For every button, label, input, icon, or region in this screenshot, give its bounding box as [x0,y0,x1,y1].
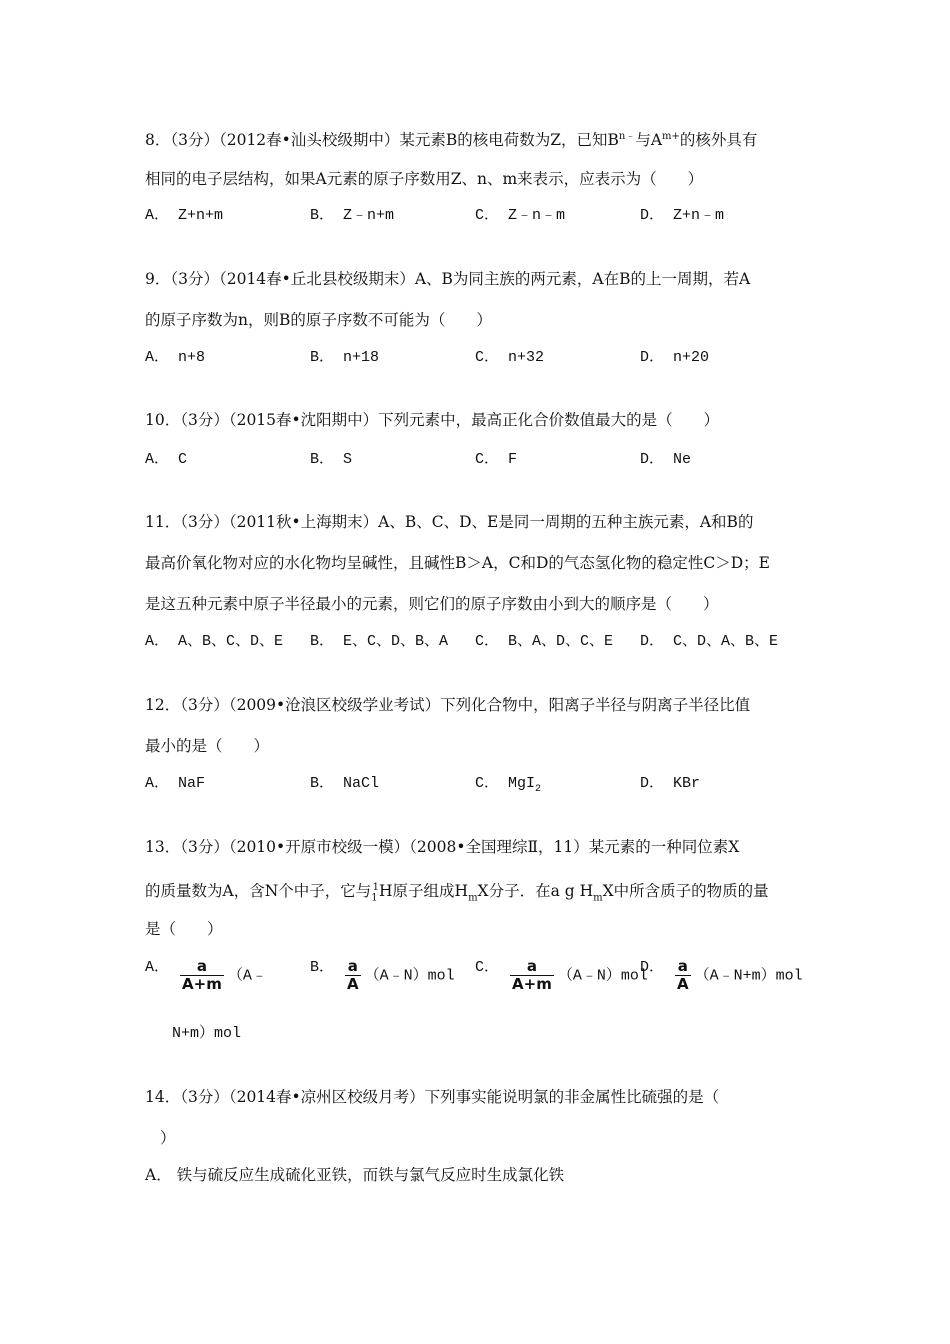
q14-stem-line2: ） [160,1129,176,1147]
q8-stem-line1: 8．（3分）（2012春•汕头校级期中）某元素B的核电荷数为Z，已知$B^{n﹣}$与$A^{m+}$的核外具有 [145,131,758,150]
q12-stem-line1: 12．（3分）（2009•沧浪区校级学业考试）下列化合物中，阳离子半径与阴离子半径比值 [145,696,751,714]
q13-option-a-continuation: N+m）mol [172,1025,242,1042]
q11-stem-line2: 最高价氧化物对应的水化物均呈碱性，且碱性B＞A，C和D的气态氢化物的稳定性C＞D；E [145,554,770,572]
q12-option-d[interactable]: D． KBr [640,775,701,792]
q13-option-b[interactable]: B． $\frac{a}{A}$ （A﹣N）mol [310,957,455,993]
q9-option-d[interactable]: D． n+20 [640,349,710,366]
q10-option-d[interactable]: D． Ne [640,451,692,468]
q12-option-b[interactable]: B． NaCl [310,775,380,792]
q13-option-c[interactable]: C． $\frac{a}{A+m}$ （A﹣N）mol [475,957,648,993]
q10-option-c[interactable]: C． F [475,451,518,468]
q8-option-d[interactable]: D． Z+n﹣m [640,207,725,224]
q13-stem-line3: 是（ ） [145,920,223,938]
q9-option-a[interactable]: A． n+8 [145,349,206,366]
q8-option-c[interactable]: C． Z﹣n﹣m [475,207,566,224]
q8-option-b[interactable]: B． Z﹣n+m [310,207,395,224]
q14-option-a[interactable]: A． 铁与硫反应生成硫化亚铁，而铁与氯气反应时生成氯化铁 [145,1166,565,1184]
q13-option-d-fraction: $\frac{a}{A}$ [677,957,689,993]
q11-option-d[interactable]: D． C、D、A、B、E [640,633,779,650]
q10-stem-line1: 10．（3分）（2015春•沈阳期中）下列元素中，最高正化合价数值最大的是（ ） [145,411,720,429]
q11-option-c[interactable]: C． B、A、D、C、E [475,633,614,650]
q9-option-b[interactable]: B． n+18 [310,349,380,366]
q11-stem-line1: 11．（3分）（2011秋•上海期末）A、B、C、D、E是同一周期的五种主族元素，A和B的 [145,513,754,531]
q13-option-a[interactable]: A． $\frac{a}{A+m}$ （A﹣ [145,957,267,993]
q13-option-b-fraction: $\frac{a}{A}$ [347,957,359,993]
q8-option-a[interactable]: A． Z+n+m [145,207,224,224]
q11-stem-line3: 是这五种元素中原子半径最小的元素，则它们的原子序数由小到大的顺序是（ ） [145,595,719,613]
q11-option-b[interactable]: B． E、C、D、B、A [310,633,449,650]
q9-stem-line1: 9．（3分）（2014春•丘北县校级期末）A、B为同主族的两元素，A在B的上一周期，若A [145,270,751,288]
q12-option-c[interactable]: C． MgI$_2$ [475,775,542,795]
q14-stem-line1: 14．（3分）（2014春•凉州区校级月考）下列事实能说明氯的非金属性比硫强的是（ [145,1088,720,1106]
q8-stem-line2: 相同的电子层结构，如果A元素的原子序数用Z、n、m来表示，应表示为（ ） [145,170,704,188]
q13-stem-line2: 的质量数为A，含N个中子，它与$_1^1$H原子组成$H_mX$分子．在a g $H_mX$中所含质子的物质的量 [145,882,769,904]
q11-option-a[interactable]: A． A、B、C、D、E [145,633,284,650]
q13-option-a-fraction: $\frac{a}{A+m}$ [182,957,222,993]
q9-option-c[interactable]: C． n+32 [475,349,545,366]
q13-stem-line1: 13．（3分）（2010•开原市校级一模）（2008•全国理综Ⅱ，11）某元素的一种同位素X [145,838,740,856]
q12-option-a[interactable]: A． NaF [145,775,206,792]
q9-stem-line2: 的原子序数为n，则B的原子序数不可能为（ ） [145,311,492,329]
q13-option-d[interactable]: D． $\frac{a}{A}$ （A﹣N+m）mol [640,957,803,993]
q12-stem-line2: 最小的是（ ） [145,737,270,755]
q10-option-b[interactable]: B． S [310,451,353,468]
q10-option-a[interactable]: A． C [145,451,188,468]
q13-option-c-fraction: $\frac{a}{A+m}$ [512,957,552,993]
